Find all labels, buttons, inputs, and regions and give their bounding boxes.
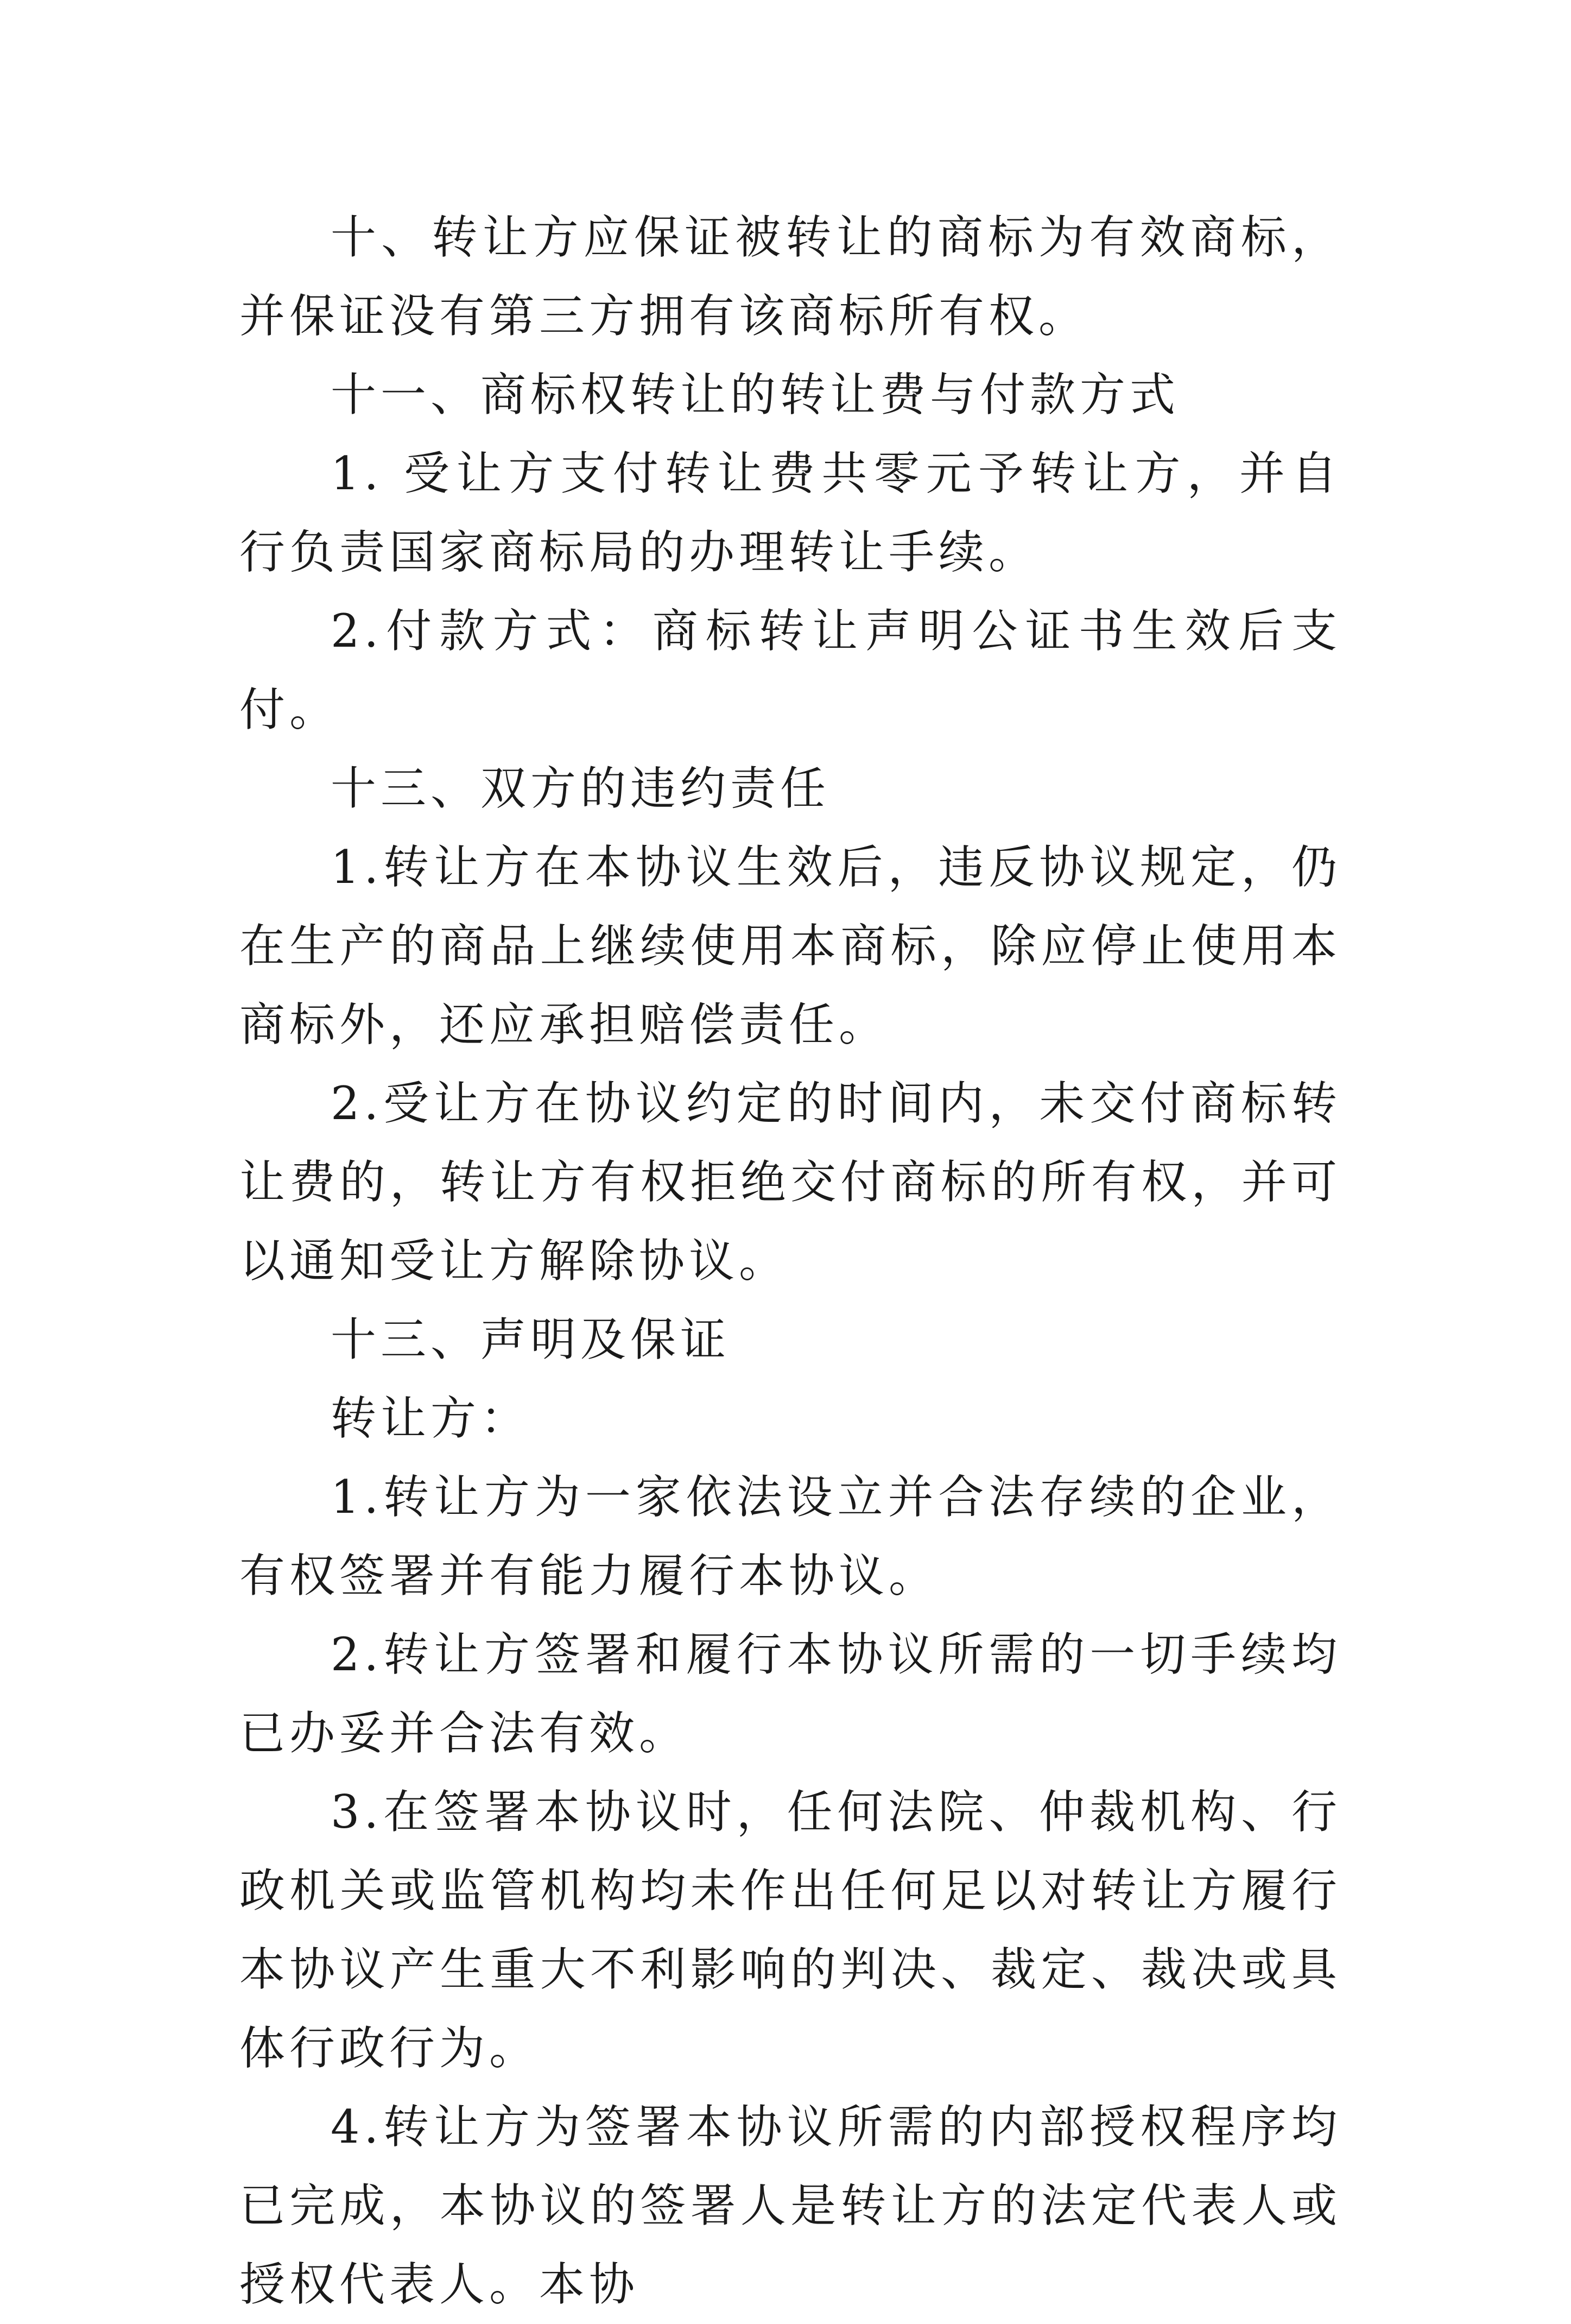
clause-breach-heading: 十三、双方的违约责任 [331, 762, 831, 815]
clause-eleven-item-1: 1. 受让方支付转让费共零元予转让方，并自行负责国家商标局的办理转让手续。 [239, 447, 1341, 579]
clause-breach-item-2: 2.受让方在协议约定的时间内，未交付商标转让费的，转让方有权拒绝交付商标的所有权，并可以通知受让方解除协议。 [239, 1077, 1341, 1287]
declaration-item-4: 4.转让方为签署本协议所需的内部授权程序均已完成，本协议的签署人是转让方的法定代表人或授权代表人。本协 [239, 2100, 1341, 2311]
declaration-item-3: 3.在签署本协议时，任何法院、仲裁机构、行政机关或监管机构均未作出任何足以对转让方履行本协议产生重大不利影响的判决、裁定、裁决或具体行政行为。 [239, 1785, 1341, 2075]
clause-eleven-item-2: 2.付款方式：商标转让声明公证书生效后支付。 [239, 604, 1341, 736]
clause-ten-validity: 十、转让方应保证被转让的商标为有效商标，并保证没有第三方拥有该商标所有权。 [239, 211, 1341, 343]
transferor-label: 转让方： [331, 1392, 531, 1445]
clause-declaration-heading: 十三、声明及保证 [331, 1313, 731, 1366]
declaration-item-2: 2.转让方签署和履行本协议所需的一切手续均已办妥并合法有效。 [239, 1628, 1341, 1760]
document-body [239, 198, 1341, 2324]
clause-eleven-heading: 十一、商标权转让的转让费与付款方式 [331, 368, 1180, 421]
clause-breach-item-1: 1.转让方在本协议生效后，违反协议规定，仍在生产的商品上继续使用本商标，除应停止使用本商标外，还应承担赔偿责任。 [239, 841, 1341, 1051]
declaration-item-1: 1.转让方为一家依法设立并合法存续的企业，有权签署并有能力履行本协议。 [239, 1470, 1341, 1602]
